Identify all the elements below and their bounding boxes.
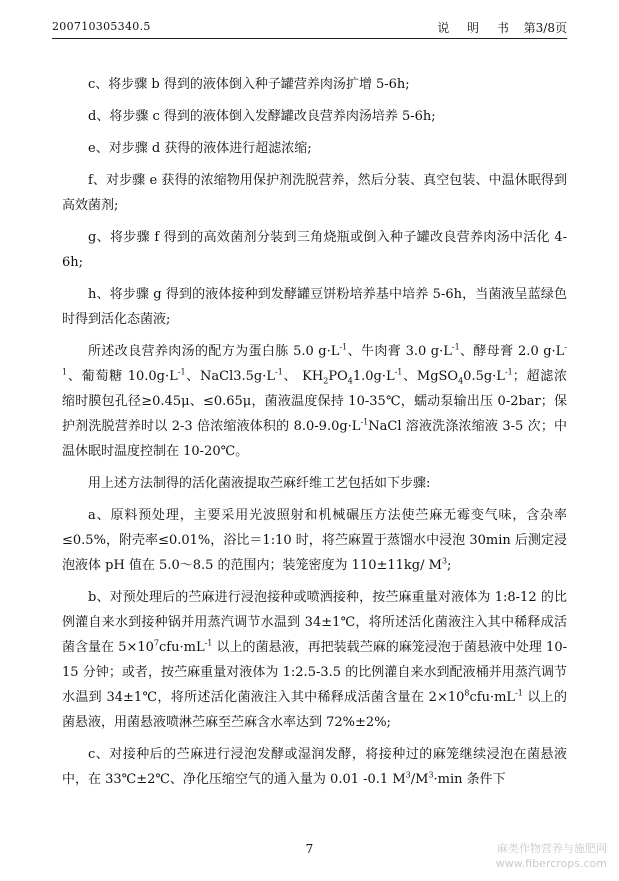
paragraph-step-c: c、将步骤 b 得到的液体倒入种子罐营养肉汤扩增 5-6h; [88, 77, 410, 92]
document-body [62, 72, 567, 799]
paragraph-step-b: b、对预处理后的苎麻进行浸泡接种或喷洒接种，按苎麻重量对液体为 1:8-12 的比例灌自来水到接种锅并用蒸汽调节水温到 34±1℃，将所述活化菌液注入其中稀释成活菌含量在 $5\times 10^7cfu\cdot mL^{-1}$ 以上的菌悬液，再把装载苎麻的麻笼浸泡于菌悬液中处理 10-15 分钟；或者，按苎麻重量对液体为 1:2.5-3.5 的比例灌自来水到配液桶并用蒸汽调节水温到 34±1℃，将所述活化菌液注入其中稀释成活菌含量在 $2\times 10^8cfu\cdot mL^{-1}$ 以上的菌悬液，用菌悬液喷淋苎麻至苎麻含水率达到 72%±2%; [62, 590, 567, 730]
paragraph-step-d: d、将步骤 c 得到的液体倒入发酵罐改良营养肉汤培养 5-6h; [88, 109, 436, 124]
paragraph-step-g: g、将步骤 f 得到的高效菌剂分装到三角烧瓶或倒入种子罐改良营养肉汤中活化 4-6h; [62, 230, 567, 270]
page-number: 7 [305, 842, 314, 856]
paragraph-step-a: a、原料预处理，主要采用光波照射和机械碾压方法使苎麻无霉变气味，含杂率≤0.5%，附壳率≤0.01%，浴比＝1:10 时，将苎麻置于蒸馏水中浸泡 30min 后测定浸泡液体 pH 值在 5.0～8.5 的范围内；装笼密度为 110±11kg/ $M^3$; [62, 508, 567, 573]
paragraph-step-c-fermentation: c、对接种后的苎麻进行浸泡发酵或湿润发酵，将接种过的麻笼继续浸泡在菌悬液中，在 33℃±2℃、净化压缩空气的通入量为 0.01 -0.1 $M^3/M^3\cdot\min$ 条件下 [62, 747, 567, 787]
paragraph-step-f: f、对步骤 e 获得的浓缩物用保护剂洗脱营养，然后分装、真空包装、中温休眠得到高效菌剂; [62, 173, 567, 213]
paragraph-step-e: e、对步骤 d 获得的液体进行超滤浓缩; [88, 141, 312, 156]
document-id: 200710305340.5 [52, 20, 151, 33]
paragraph-formula: 所述改良营养肉汤的配方为蛋白胨 5.0 $g\cdot L^{-1}$、牛肉膏 3.0 $g\cdot L^{-1}$、酵母膏 2.0 $g\cdot L^{-1}$、葡萄糖 $10.0g\cdot L^{-1}$、$NaCl3.5g\cdot L^{-1}$、 $KH_2PO_41.0g\cdot L^{-1}$、$MgSO_40.5g\cdot L^{-1}$；超滤浓缩时膜包孔径≥0.45μ、≤0.65μ，菌液温度保持 10-35℃，蠕动泵输出压 0-2bar；保护剂洗脱营养时以 2-3 倍浓缩液体积的 $8.0-9.0g\cdot L^{-1}NaCl$ 溶液洗涤浓缩液 3-5 次；中温休眠时温度控制在 10-20℃。 [62, 342, 568, 459]
header-title: 说 明 书 [437, 21, 516, 35]
paragraph-step-h: h、将步骤 g 得到的液体接种到发酵罐豆饼粉培养基中培养 5-6h，当菌液呈蓝绿色时得到活化态菌液; [62, 287, 567, 327]
header-rule [52, 38, 567, 39]
page-header [52, 14, 567, 44]
site-watermark [496, 841, 607, 871]
watermark-line-2: www.fibercrops.com [495, 857, 607, 870]
header-right [437, 19, 567, 36]
header-page-label: 第3/8页 [523, 21, 567, 35]
paragraph-intro: 用上述方法制得的活化菌液提取苎麻纤维工艺包括如下步骤: [88, 476, 431, 491]
watermark-line-1: 麻类作物营养与施肥网 [497, 842, 607, 855]
